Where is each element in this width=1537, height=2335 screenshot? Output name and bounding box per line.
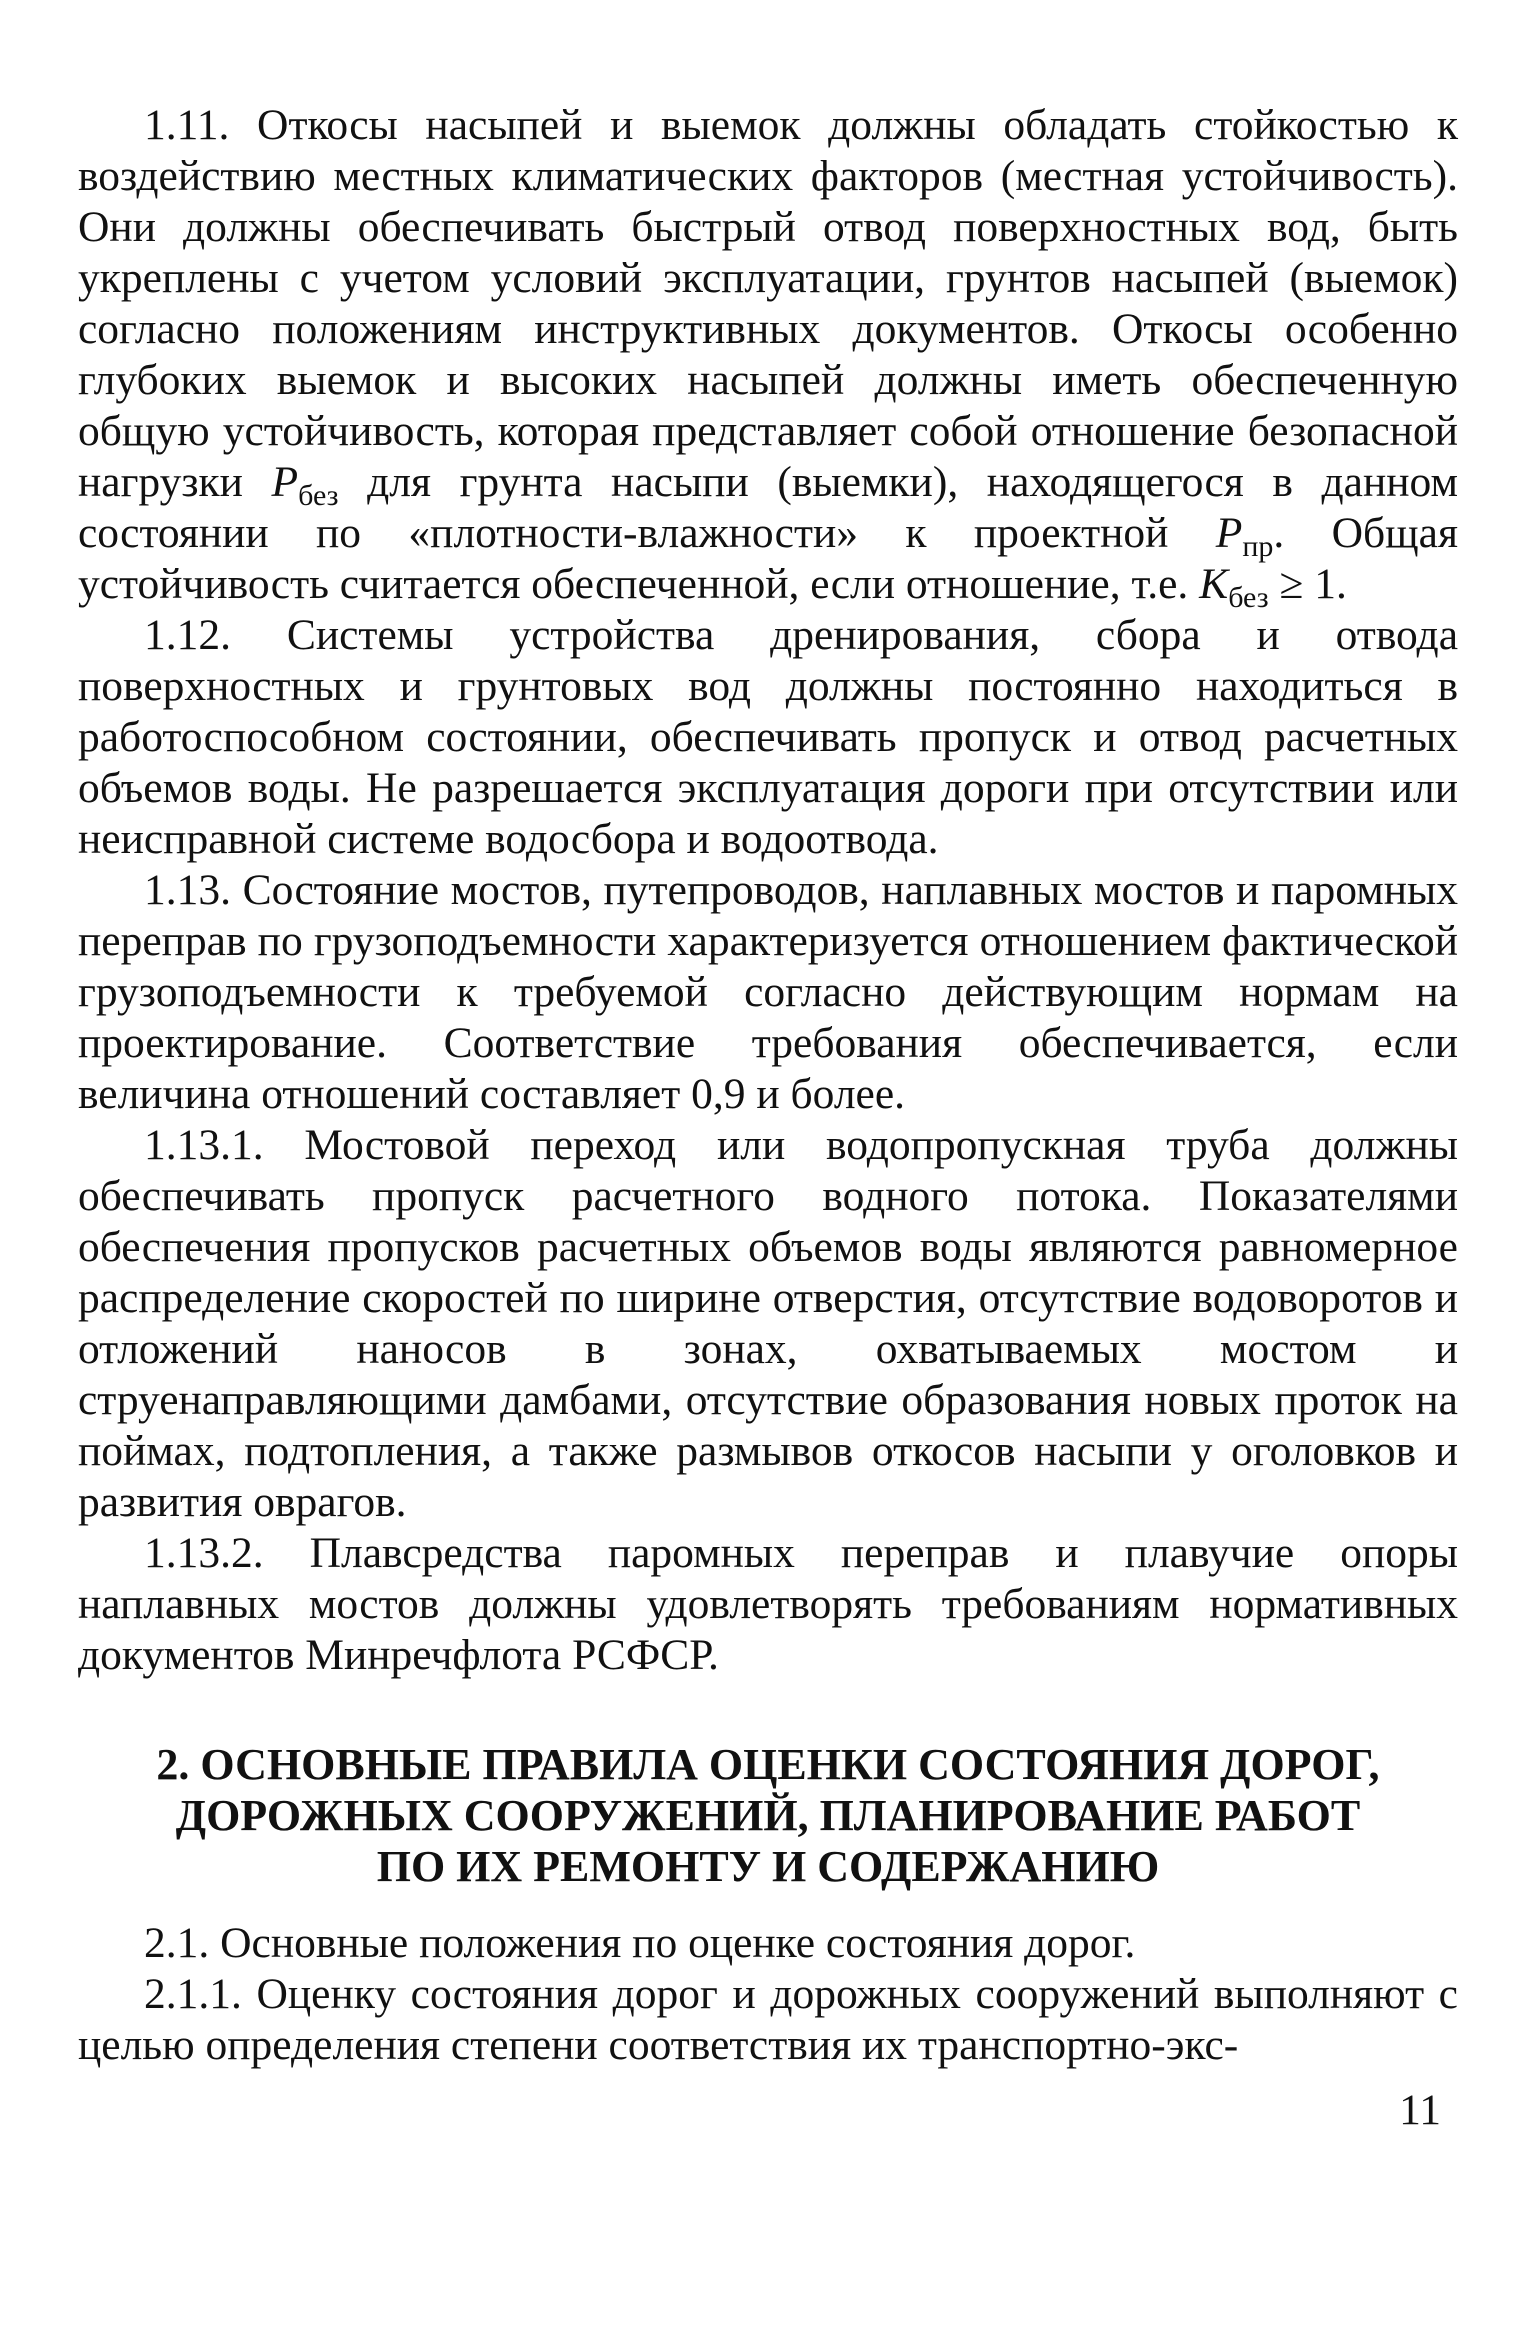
subscript-bez: без [298, 479, 339, 512]
paragraph-1-11-text-d: ≥ 1. [1268, 560, 1347, 608]
paragraph-1-11-text-b: для грунта насыпи (выемки), находящегося в данном состоянии по «плотности-влажности» к проектной [78, 458, 1458, 557]
symbol-p-pr: P [1215, 509, 1243, 557]
paragraph-1-11-text-a: 1.11. Откосы насыпей и выемок должны обладать стойкостью к воздействию местных климатических факторов (местная устойчивость). Они должны обеспечивать быстрый отвод поверхностных вод, быть укреплены с учетом условий эксплуатации, грунтов насыпей (выемок) согласно положениям инструктивных документов. Откосы особенно глубоких выемок и высоких насыпей должны иметь обеспеченную общую устойчивость, которая представляет собой отношение безопасной нагрузки [78, 101, 1458, 506]
paragraph-1-12: 1.12. Системы устройства дренирования, сбора и отвода поверхностных и грунтовых вод должны постоянно находиться в работоспособном состоянии, обеспечивать пропуск и отвод расчетных объемов воды. Не разрешается эксплуатация дороги при отсутствии или неисправной системе водосбора и водоотвода. [78, 611, 1458, 863]
paragraph-1-11-text-c: . Общая устойчивость считается обеспеченной, если отношение, т.е. [78, 509, 1458, 608]
paragraph-2-1-1: 2.1.1. Оценку состояния дорог и дорожных сооружений выполняют с целью определения степени соответствия их транспортно-экс- [78, 1970, 1458, 2069]
page-body [78, 100, 1458, 2071]
paragraph-1-13-1: 1.13.1. Мостовой переход или водопропускная труба должны обеспечивать пропуск расчетного водного потока. Показателями обеспечения пропусков расчетных объемов воды являются равномерное распределение скоростей по ширине отверстия, отсутствие водоворотов и отложений наносов в зонах, охватываемых мостом и струенаправляющими дамбами, отсутствие образования новых проток на поймах, подтопления, а также размывов откосов насыпи у оголовков и развития оврагов. [78, 1121, 1458, 1526]
section-heading-line-1: 2. ОСНОВНЫЕ ПРАВИЛА ОЦЕНКИ СОСТОЯНИЯ ДОРОГ, [156, 1740, 1380, 1789]
paragraph-1-11 [78, 100, 1458, 614]
paragraph-1-13-2: 1.13.2. Плавсредства паромных переправ и плавучие опоры наплавных мостов должны удовлетворять требованиям нормативных документов Минречфлота РСФСР. [78, 1529, 1458, 1679]
paragraph-2-1: 2.1. Основные положения по оценке состояния дорог. [144, 1919, 1136, 1967]
subscript-pr: пр [1242, 530, 1274, 563]
section-heading-line-2: ДОРОЖНЫХ СООРУЖЕНИЙ, ПЛАНИРОВАНИЕ РАБОТ [175, 1791, 1361, 1840]
symbol-k-bez: K [1199, 560, 1229, 608]
section-heading [78, 1739, 1458, 1892]
paragraph-1-13: 1.13. Состояние мостов, путепроводов, наплавных мостов и паромных переправ по грузоподъемности характеризуется отношением фактической грузоподъемности к требуемой согласно действующим нормам на проектирование. Соответствие требования обеспечивается, если величина отношений составляет 0,9 и более. [78, 866, 1458, 1118]
subscript-bez-2: без [1228, 581, 1269, 614]
page-number: 11 [1399, 2086, 1441, 2134]
symbol-p-bez: P [271, 458, 299, 506]
section-heading-line-3: ПО ИХ РЕМОНТУ И СОДЕРЖАНИЮ [376, 1842, 1160, 1891]
